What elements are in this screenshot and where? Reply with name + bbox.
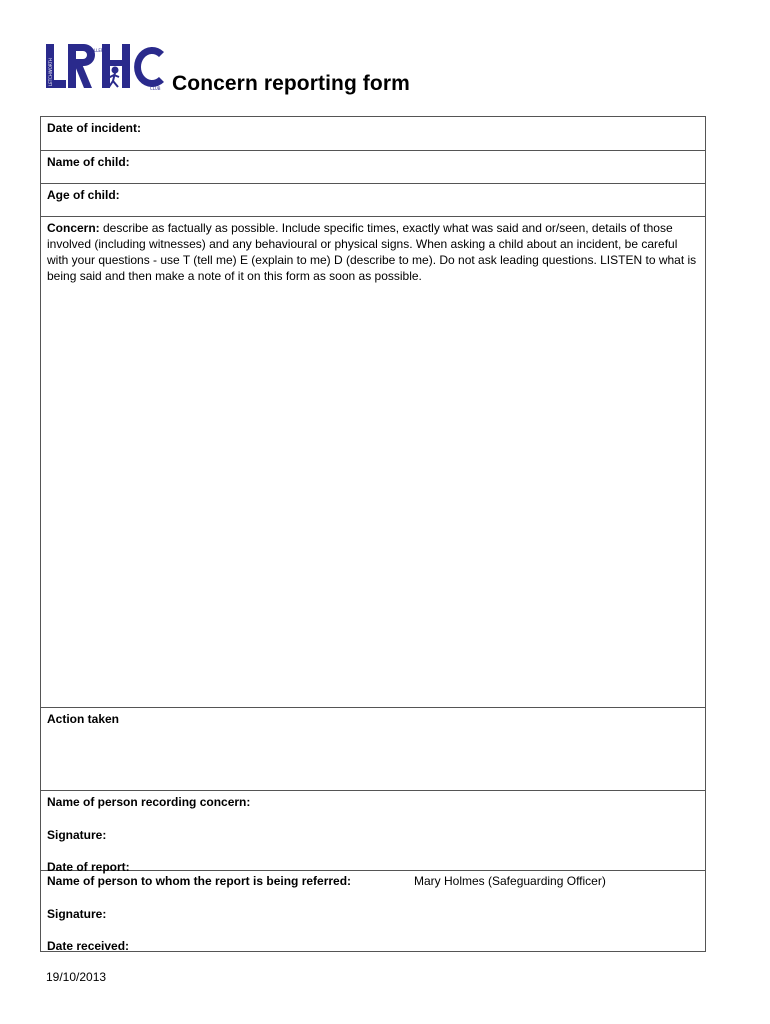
date-of-report-label[interactable]: Date of report:	[47, 860, 130, 874]
signature-2-label[interactable]: Signature:	[47, 907, 107, 921]
page-title: Concern reporting form	[172, 72, 410, 95]
date-of-incident-label: Date of incident:	[47, 121, 142, 135]
recorder-section	[41, 791, 705, 874]
name-of-child-field[interactable]	[41, 151, 705, 184]
logo-side-text-2: ROLLER	[88, 48, 104, 53]
date-of-incident-field[interactable]	[41, 117, 705, 151]
concern-instructions: describe as factually as possible. Include specific times, exactly what was said and or/seen, details of those involved (including witnesses) and any behavioural or physical signs. When asking a child about an incident, be careful with your questions - use T (tell me) E (explain to me) D (describe to me). Do not ask leading questions. LISTEN to what is being said and then make a note of it on this form as soon as possible.	[47, 221, 697, 283]
footer-date: 19/10/2013	[46, 970, 107, 984]
concern-field[interactable]	[41, 217, 705, 708]
name-recording-label[interactable]: Name of person recording concern:	[47, 795, 251, 809]
logo-side-text-1: LETCHWORTH	[48, 58, 53, 86]
date-received-label[interactable]: Date received:	[47, 939, 130, 953]
logo-side-text-3: HOCKEY	[126, 63, 131, 80]
concern-form	[40, 116, 706, 952]
signature-1-label[interactable]: Signature:	[47, 828, 107, 842]
action-taken-label: Action taken	[47, 712, 120, 726]
referred-value: Mary Holmes (Safeguarding Officer)	[414, 874, 606, 888]
club-logo	[44, 40, 170, 96]
referral-section	[41, 871, 705, 951]
name-of-child-label: Name of child:	[47, 155, 130, 169]
action-taken-field[interactable]	[41, 708, 705, 791]
logo-side-text-4: CLUB	[150, 86, 161, 91]
age-of-child-field[interactable]	[41, 184, 705, 217]
age-of-child-label: Age of child:	[47, 188, 120, 202]
name-referred-label[interactable]: Name of person to whom the report is being referred:	[47, 874, 352, 888]
header	[44, 40, 464, 100]
concern-label: Concern:	[47, 221, 100, 235]
